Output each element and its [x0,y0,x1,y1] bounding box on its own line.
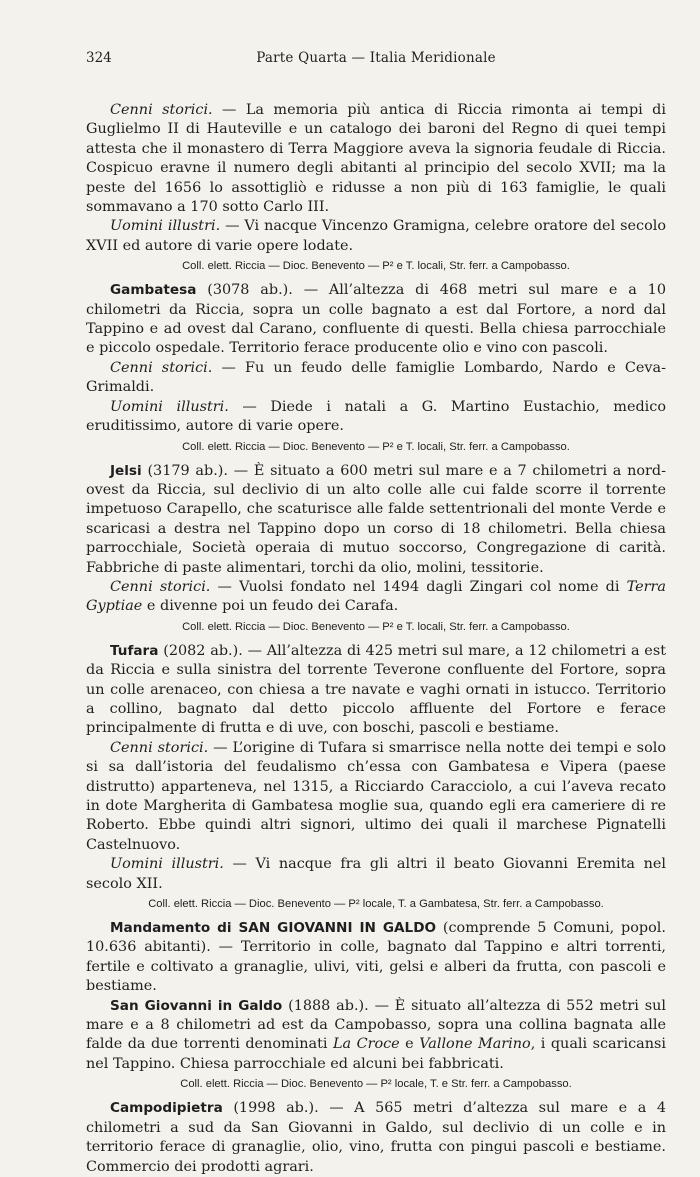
gambatesa-cenni-paragraph [86,359,666,398]
italic-term: Terra Gyptiae [86,578,667,615]
campodipietra-paragraph [86,1099,666,1177]
entry-name: Jelsi [110,462,142,479]
riccia-admin-note: Coll. elett. Riccia — Dioc. Benevento — P² e T. locali, Str. ferr. a Campobasso. [182,260,570,273]
san-giovanni-admin-note: Coll. elett. Riccia — Dioc. Benevento — P² locale, T. e Str. ferr. a Campobasso. [180,1078,572,1091]
page-body [86,101,666,1177]
mandamento-paragraph [86,919,666,997]
tufara-cenni-paragraph [86,739,666,855]
entry-name: San Giovanni in Galdo [110,997,283,1014]
paragraph-text: (1888 ab.). — È situato all’altezza di 552 metri sul mare e a 8 chilometri ad est da Campobasso, sopra una collina bagnata alle falde da due torrenti denominati [86,997,666,1053]
italic-term: La Croce [332,1036,400,1053]
entry-name: Campodipietra [110,1100,223,1117]
section-label: Cenni storici. [110,739,209,756]
section-label: Cenni storici. [110,359,213,376]
section-label: Uomini illustri. [110,398,229,415]
paragraph-text: — Fu un feudo delle famiglie Lombardo, Nardo e Ceva-Grimaldi. [86,359,666,396]
paragraph-text: — Vuolsi fondato nel 1494 dagli Zingari col nome di [210,578,627,595]
paragraph-text: (3179 ab.). — È situato a 600 metri sul mare e a 7 chilometri a nord-ovest da Riccia, sul declivio di un alto colle alle cui falde scorre il torrente impetuoso Carapello, che scaturisce alle falde settentrionali del monte Verde e scaricasi a destra nel Tappino dopo un corso di 18 chilometri. Bella chiesa parrocchiale, Società operaia di mutuo soccorso, Congregazione di carità. Fabbriche di paste alimentari, torchi da olio, molini, tessitorie. [86,462,666,576]
section-label: Uomini illustri. [110,218,221,235]
riccia-cenni-paragraph [86,101,666,217]
entry-name: Gambatesa [110,282,197,299]
paragraph-text: — La memoria più antica di Riccia rimonta ai tempi di Guglielmo II di Hauteville e un catalogo dei baroni del Regno di quei tempi attesta che il monastero di Terra Maggiore aveva la signoria feudale di Riccia. Cospicuo eravne il numero degli abitanti al principio del secolo XVII; ma la peste del 1656 lo assottigliò e ridusse a non più di 163 famiglie, le quali sommavano a 170 sotto Carlo III. [86,102,666,216]
san-giovanni-paragraph [86,997,666,1075]
paragraph-text: — Diede i natali a G. Martino Eustachio, medico eruditissimo, autore di varie opere. [86,398,666,435]
paragraph-text: e divenne poi un feudo dei Carafa. [142,598,399,615]
paragraph-text: (3078 ab.). — All’altezza di 468 metri sul mare e a 10 chilometri da Riccia, sopra un colle bagnato a est dal Fortore, a nord dal Tappino e ad ovest dal Carano, confluente di questi. Bella chiesa parrocchiale e piccolo ospedale. Territorio ferace producente olio e vino con pascoli. [86,282,666,357]
jelsi-admin-note: Coll. elett. Riccia — Dioc. Benevento — P² e T. locali, Str. ferr. a Campobasso. [182,620,570,633]
italic-term: Vallone Marino [419,1036,531,1053]
entry-name: Mandamento di SAN GIOVANNI IN GALDO [110,920,437,937]
paragraph-text: — Vi nacque fra gli altri il beato Giovanni Eremita nel secolo XII. [86,856,666,892]
jelsi-cenni-paragraph [86,578,666,617]
gambatesa-admin-note: Coll. elett. Riccia — Dioc. Benevento — P² e T. locali, Str. ferr. a Campobasso. [182,440,570,453]
section-label: Cenni storici. [110,578,211,595]
jelsi-intro-paragraph [86,462,666,578]
running-title: Parte Quarta — Italia Meridionale [256,50,496,66]
gambatesa-uomini-paragraph [86,398,666,437]
paragraph-text: (comprende 5 Comuni, popol. 10.636 abitanti). — Territorio in colle, bagnato dal Tappino e altri torrenti, fertile e coltivato a granaglie, ulivi, viti, gelsi e alberi da frutta, con pascoli e bestiame. [86,920,666,995]
tufara-intro-paragraph [86,642,666,739]
section-label: Uomini illustri. [110,856,224,873]
paragraph-text: (2082 ab.). — All’altezza di 425 metri sul mare, a 12 chilometri a est da Riccia e sulla sinistra del torrente Teverone confluente del Fortore, sopra un colle arenaceo, con chiesa a tre navate e vaghi ornati in istucco. Territorio a collino, bagnato dal detto piccolo affluente del Fortore e ferace principalmente di frutta e di uve, con boschi, pascoli e bestiame. [86,642,666,737]
paragraph-text: (1998 ab.). — A 565 metri d’altezza sul mare e a 4 chilometri a sud da San Giovanni in Galdo, sul declivio di un colle e in territorio ferace di granaglie, olio, vino, frutta con pingui pascoli e bestiame. Commercio dei prodotti agrari. [86,1100,666,1175]
paragraph-text: — L’origine di Tufara si smarrisce nella notte dei tempi e solo si sa dall’istoria del feudalismo ch’essa con Gambatesa e Vipera (paese distrutto) apparteneva, nel 1315, a Ricciardo Caracciolo, a cui l’aveva recato in dote Margherita di Gambatesa moglie sua, quando egli era cameriere di re Roberto. Ebbe quindi altri signori, ultimo dei quali il marchese Pignatelli Castelnuovo. [86,739,666,853]
entry-name: Tufara [110,642,159,659]
page-number: 324 [86,50,112,66]
tufara-uomini-paragraph [86,855,666,894]
gambatesa-intro-paragraph [86,281,666,359]
section-label: Cenni storici. [110,102,213,118]
tufara-admin-note: Coll. elett. Riccia — Dioc. Benevento — P² locale, T. a Gambatesa, Str. ferr. a Campobasso. [148,898,604,911]
paragraph-text: — Vi nacque Vincenzo Gramigna, celebre oratore del secolo XVII ed autore di varie opere lodate. [86,218,666,254]
riccia-uomini-paragraph [86,217,666,256]
page-header [86,50,666,70]
paragraph-text: , i quali scaricansi nel Tappino. Chiesa parrocchiale ed alcuni bei fabbricati. [86,1036,666,1072]
paragraph-text: e [399,1036,420,1053]
